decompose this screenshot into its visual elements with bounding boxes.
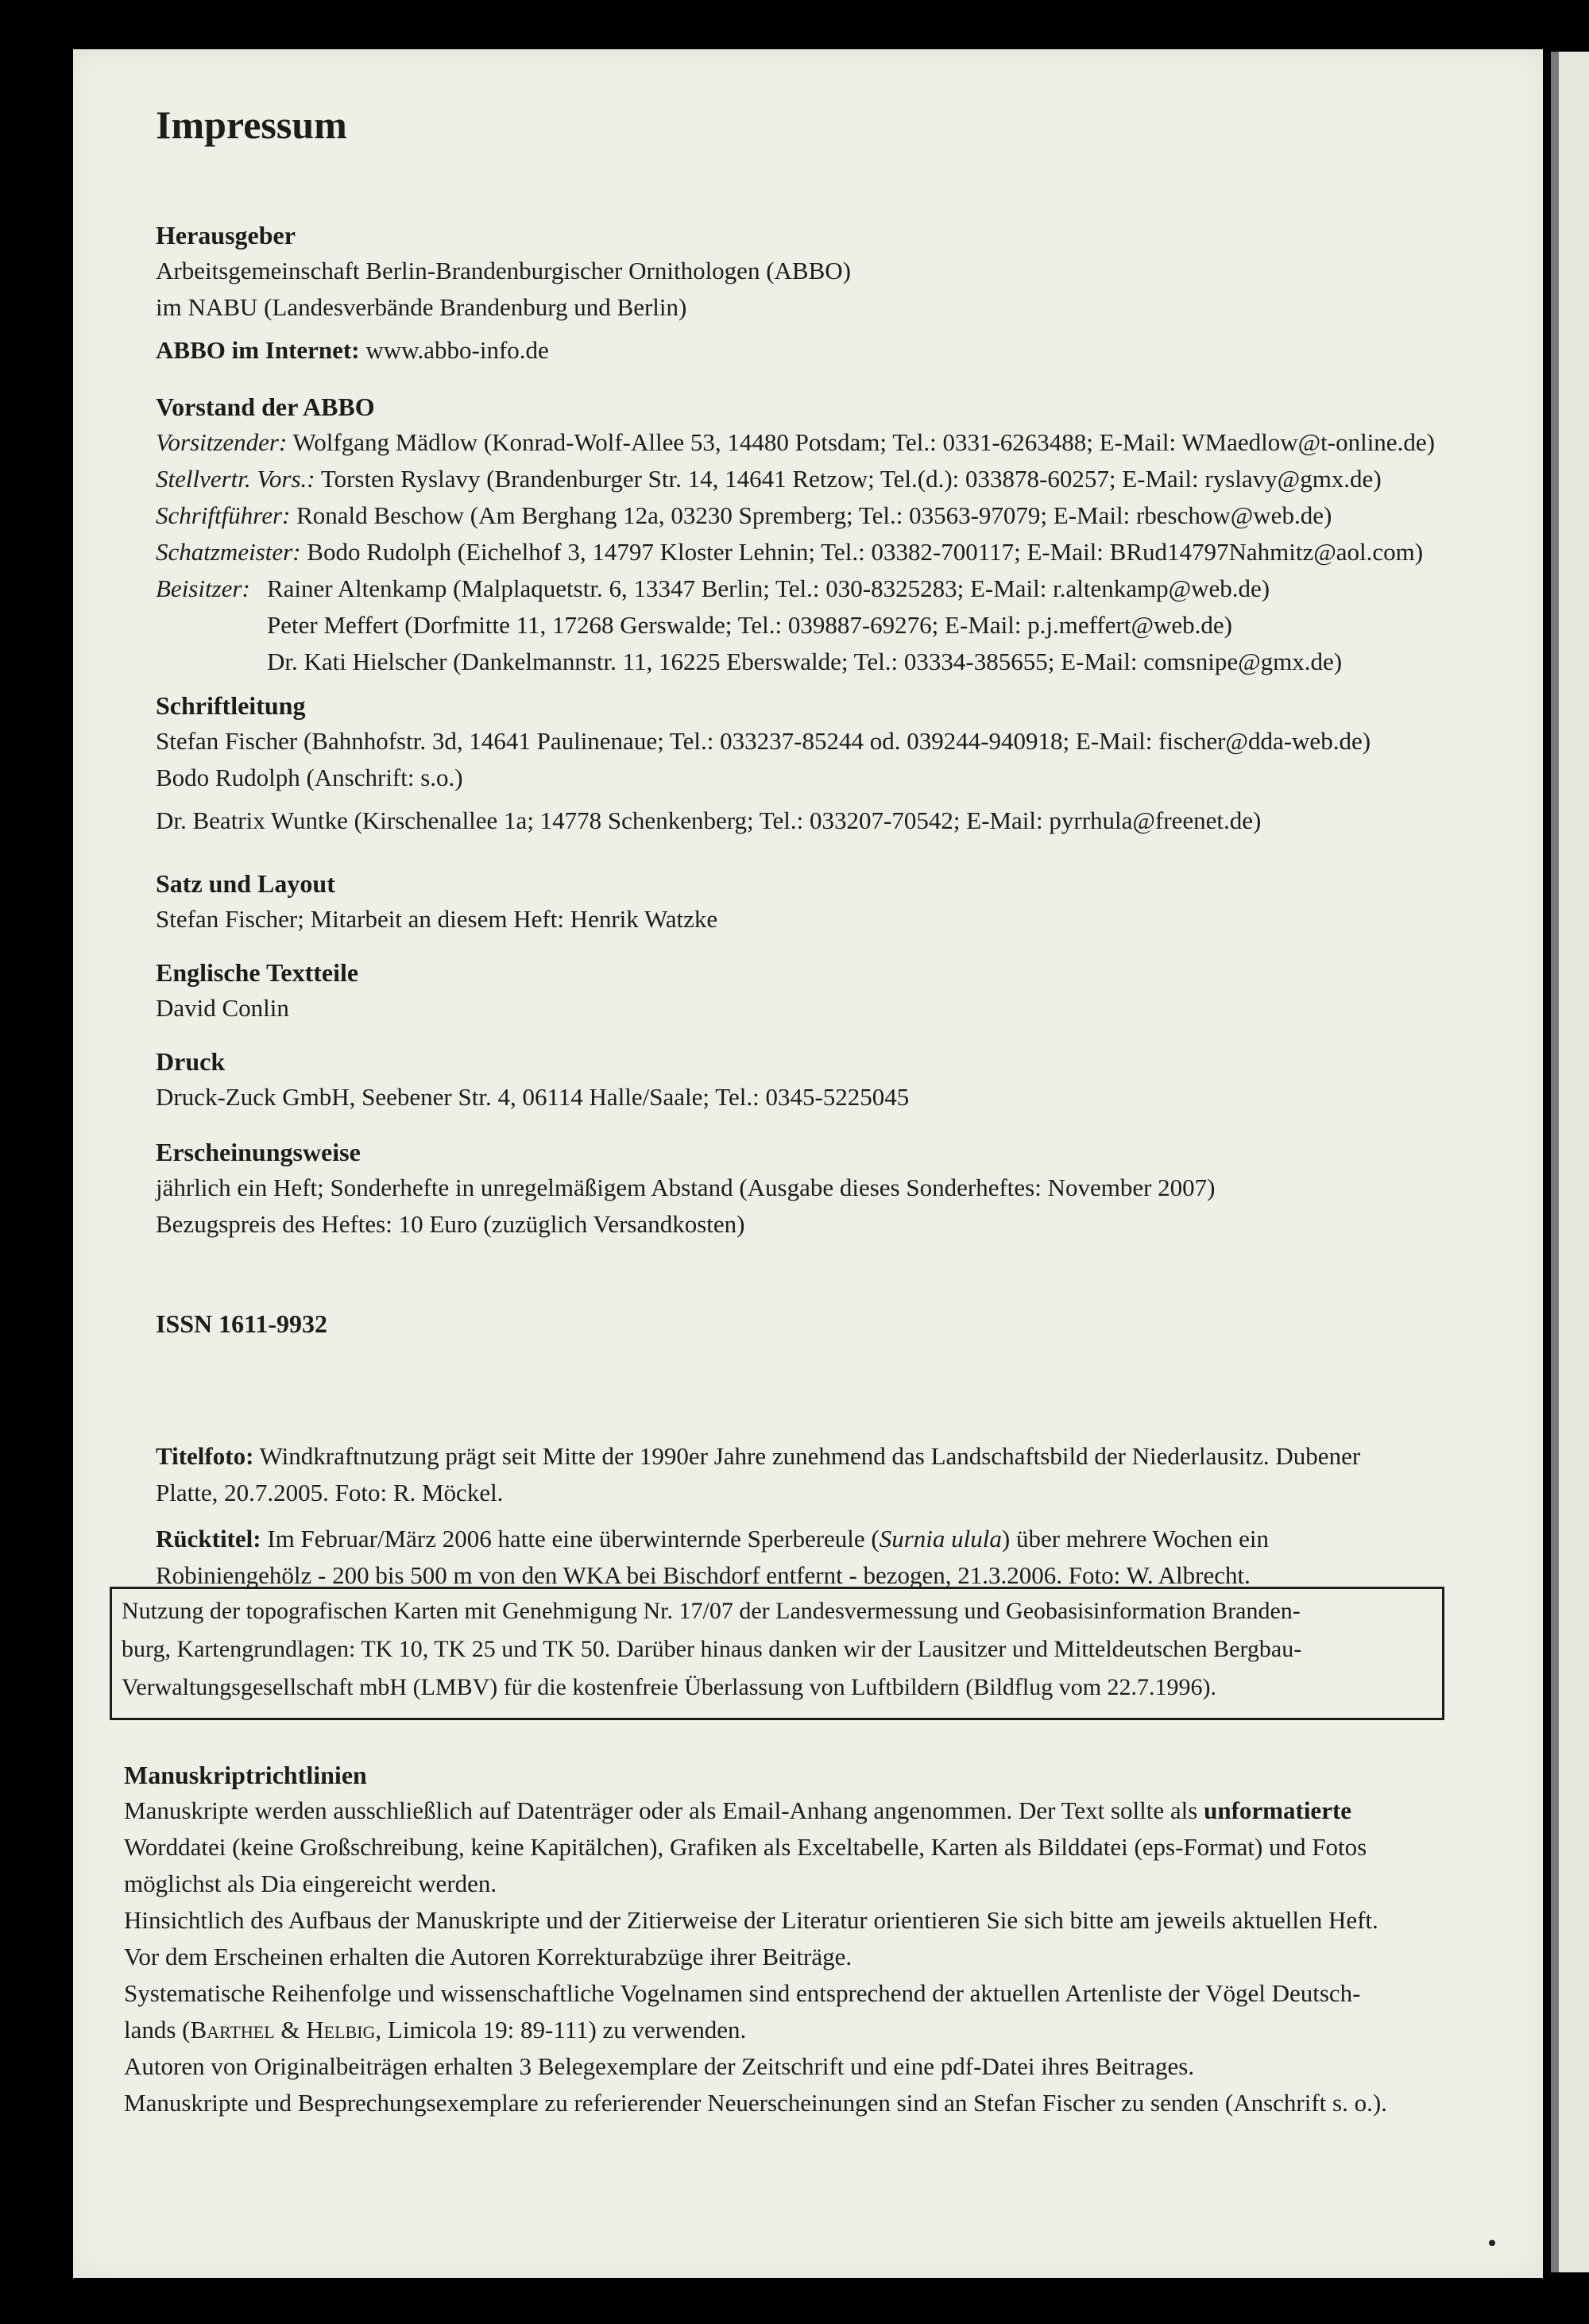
erscheinung-line: jährlich ein Heft; Sonderhefte in unregelmäßigem Abstand (Ausgabe dieses Sonderheftes: November 2007)	[156, 1174, 1216, 1201]
entry-text: Torsten Ryslavy (Brandenburger Str. 14, 14641 Retzow; Tel.(d.): 033878-60257; E-Mail: ryslavy@gmx.de)	[320, 465, 1382, 493]
manuskript-line: Vor dem Erscheinen erhalten die Autoren Korrekturabzüge ihrer Beiträge.	[124, 1943, 852, 1970]
ink-speck	[1489, 2240, 1495, 2246]
section-schriftleitung	[156, 688, 1506, 839]
role-label: Schatzmeister:	[156, 538, 301, 566]
adjacent-page-edge	[1551, 52, 1589, 2272]
manuskript-emphasis: unformatierte	[1204, 1796, 1352, 1824]
section-internet	[156, 332, 1506, 369]
note-line: Nutzung der topografischen Karten mit Genehmigung Nr. 17/07 der Landesvermessung und Geobasisinformation Branden-	[122, 1598, 1301, 1624]
role-label: Vorsitzender:	[156, 428, 288, 456]
page-title: Impressum	[156, 102, 347, 147]
internet-url[interactable]: www.abbo-info.de	[365, 336, 549, 364]
manuskript-line: Systematische Reihenfolge und wissenschaftliche Vogelnamen sind entsprechend der aktuellen Artenliste der Vögel Deutsch-	[124, 1979, 1361, 2007]
manuskript-text: Manuskripte werden ausschließlich auf Datenträger oder als Email-Anhang angenommen. Der Text sollte als	[124, 1796, 1204, 1824]
manuskript-line	[124, 2012, 1475, 2048]
section-satz	[156, 866, 1506, 938]
note-line: burg, Kartengrundlagen: TK 10, TK 25 und TK 50. Darüber hinaus danken wir der Lausitzer und Mitteldeutschen Bergbau-	[122, 1636, 1302, 1662]
heading-druck: Druck	[156, 1047, 226, 1076]
section-titelfoto	[156, 1438, 1506, 1511]
schriftleitung-line: Bodo Rudolph (Anschrift: s.o.)	[156, 764, 463, 791]
herausgeber-line: im NABU (Landesverbände Brandenburg und Berlin)	[156, 293, 687, 321]
englisch-text: David Conlin	[156, 994, 289, 1022]
manuskript-line	[124, 1792, 1475, 1829]
section-englisch	[156, 955, 1506, 1027]
beisitzer-entry	[156, 570, 1506, 607]
vorstand-entry	[156, 461, 1506, 497]
author-name: Helbig	[306, 2016, 376, 2044]
satz-text: Stefan Fischer; Mitarbeit an diesem Heft: Henrik Watzke	[156, 905, 718, 933]
entry-text: Ronald Beschow (Am Berghang 12a, 03230 Spremberg; Tel.: 03563-97079; E-Mail: rbeschow@web.de)	[296, 501, 1332, 529]
heading-schriftleitung: Schriftleitung	[156, 691, 306, 720]
manuskript-text: &	[274, 2016, 307, 2044]
section-issn	[156, 1306, 1506, 1341]
entry-text: Wolfgang Mädlow (Konrad-Wolf-Allee 53, 14480 Potsdam; Tel.: 0331-6263488; E-Mail: WMaedlow@t-online.de)	[292, 428, 1435, 456]
section-druck	[156, 1044, 1506, 1116]
manuskript-line: möglichst als Dia eingereicht werden.	[124, 1870, 497, 1897]
internet-label: ABBO im Internet:	[156, 336, 360, 364]
role-label: Stellvertr. Vors.:	[156, 465, 315, 493]
issn: ISSN 1611-9932	[156, 1309, 328, 1338]
ruecktitel-label: Rücktitel:	[156, 1525, 261, 1553]
beisitzer-entry: Dr. Kati Hielscher (Dankelmannstr. 11, 16225 Eberswalde; Tel.: 03334-385655; E-Mail: comsnipe@gmx.de)	[267, 648, 1343, 675]
author-name: Barthel	[190, 2016, 275, 2044]
titelfoto-text: Platte, 20.7.2005. Foto: R. Möckel.	[156, 1479, 504, 1506]
manuskript-line: Autoren von Originalbeiträgen erhalten 3 Belegexemplare der Zeitschrift und eine pdf-Datei ihres Beitrages.	[124, 2052, 1195, 2080]
section-herausgeber	[156, 218, 1506, 326]
herausgeber-line: Arbeitsgemeinschaft Berlin-Brandenburgischer Ornithologen (ABBO)	[156, 257, 851, 284]
heading-herausgeber: Herausgeber	[156, 221, 296, 249]
vorstand-entry	[156, 534, 1506, 570]
section-manuskript	[124, 1758, 1475, 2121]
heading-erscheinung: Erscheinungsweise	[156, 1138, 361, 1166]
heading-vorstand: Vorstand der ABBO	[156, 392, 375, 421]
section-erscheinung	[156, 1135, 1506, 1243]
map-permission-note-box	[110, 1587, 1444, 1720]
entry-text: Rainer Altenkamp (Malplaquetstr. 6, 13347 Berlin; Tel.: 030-8325283; E-Mail: r.altenkamp@web.de)	[267, 574, 1270, 602]
section-vorstand	[156, 389, 1506, 680]
role-label: Beisitzer:	[156, 574, 250, 602]
manuskript-line: Worddatei (keine Großschreibung, keine Kapitälchen), Grafiken als Exceltabelle, Karten als Bilddatei (eps-Format) und Fotos	[124, 1833, 1367, 1861]
schriftleitung-line: Stefan Fischer (Bahnhofstr. 3d, 14641 Paulinenaue; Tel.: 033237-85244 od. 039244-940918; E-Mail: fischer@dda-web.de)	[156, 727, 1371, 755]
ruecktitel-text: Robiniengehölz - 200 bis 500 m von den WKA bei Bischdorf entfernt - bezogen, 21.3.2006. Foto: W. Albrecht.	[156, 1561, 1251, 1589]
species-name: Surnia ulula	[879, 1525, 1002, 1553]
manuskript-text: , Limicola 19: 89-111) zu verwenden.	[375, 2016, 747, 2044]
druck-text: Druck-Zuck GmbH, Seebener Str. 4, 06114 Halle/Saale; Tel.: 0345-5225045	[156, 1083, 910, 1111]
ruecktitel-text: Im Februar/März 2006 hatte eine überwinternde Sperbereule (	[267, 1525, 880, 1553]
vorstand-entry	[156, 497, 1506, 534]
vorstand-entry	[156, 424, 1506, 461]
role-label: Schriftführer:	[156, 501, 291, 529]
ruecktitel-text: ) über mehrere Wochen ein	[1001, 1525, 1269, 1553]
note-line: Verwaltungsgesellschaft mbH (LMBV) für die kostenfreie Überlassung von Luftbildern (Bildflug vom 22.7.1996).	[122, 1674, 1217, 1700]
beisitzer-entry: Peter Meffert (Dorfmitte 11, 17268 Gerswalde; Tel.: 039887-69276; E-Mail: p.j.meffert@web.de)	[267, 611, 1232, 639]
section-ruecktitel	[156, 1521, 1506, 1594]
entry-text: Bodo Rudolph (Eichelhof 3, 14797 Kloster Lehnin; Tel.: 03382-700117; E-Mail: BRud14797Nahmitz@aol.com)	[307, 538, 1424, 566]
schriftleitung-line: Dr. Beatrix Wuntke (Kirschenallee 1a; 14778 Schenkenberg; Tel.: 033207-70542; E-Mail: pyrrhula@freenet.de)	[156, 806, 1262, 834]
heading-manuskript: Manuskriptrichtlinien	[124, 1761, 367, 1789]
manuskript-line: Hinsichtlich des Aufbaus der Manuskripte und der Zitierweise der Literatur orientieren Sie sich bitte am jeweils aktuellen Heft.	[124, 1906, 1378, 1934]
erscheinung-line: Bezugspreis des Heftes: 10 Euro (zuzüglich Versandkosten)	[156, 1210, 745, 1238]
titelfoto-label: Titelfoto:	[156, 1442, 254, 1470]
manuskript-line: Manuskripte und Besprechungsexemplare zu referierender Neuerscheinungen sind an Stefan Fischer zu senden (Anschrift s. o.).	[124, 2089, 1387, 2117]
heading-satz: Satz und Layout	[156, 869, 335, 898]
titelfoto-text: Windkraftnutzung prägt seit Mitte der 1990er Jahre zunehmend das Landschaftsbild der Niederlausitz. Dubener	[259, 1442, 1361, 1470]
heading-englisch: Englische Textteile	[156, 958, 359, 987]
manuskript-text: lands (	[124, 2016, 191, 2044]
page-sheet	[73, 49, 1543, 2278]
